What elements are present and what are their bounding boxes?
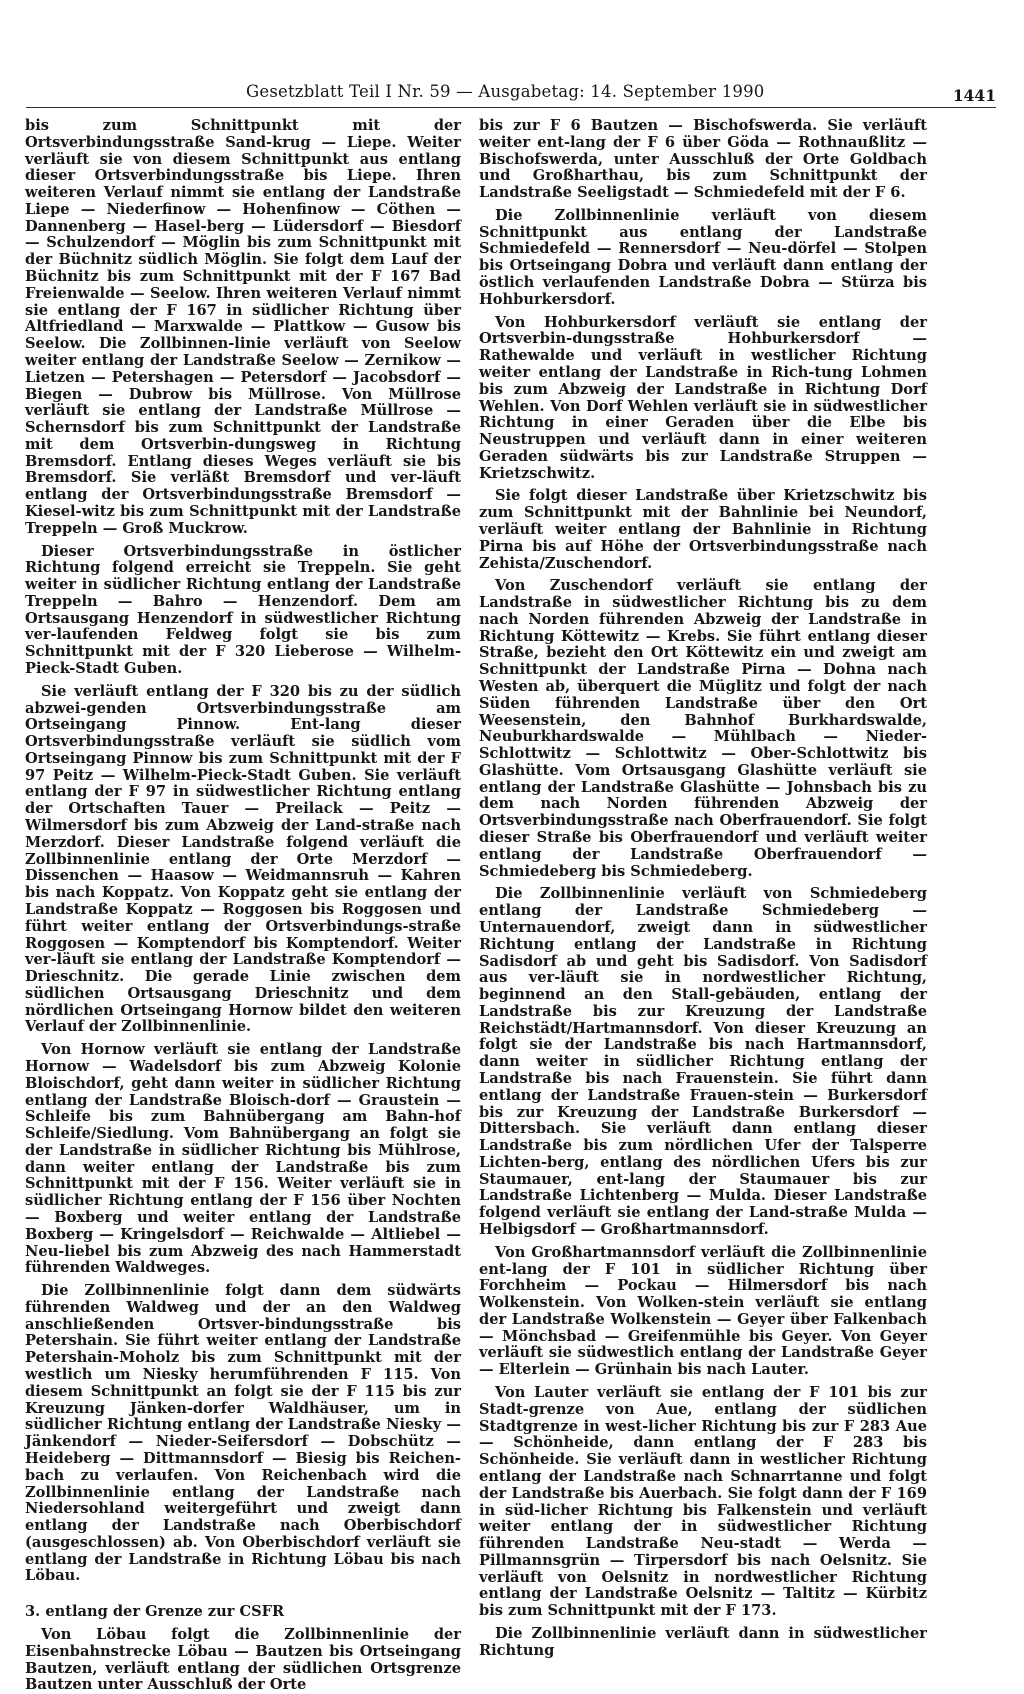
left-column: [25, 118, 461, 1694]
paragraph: bis zur F 6 Bautzen — Bischofswerda. Sie verläuft weiter ent-lang der F 6 über Göda — Rothnaußlitz — Bischofswerda, unter Ausschluß der Orte Goldbach und Großharthau, bis zum Schnittpunkt der Landstraße Seeligstadt — Schmiedefeld mit der F 6.: [479, 117, 927, 202]
paragraph: Die Zollbinnenlinie verläuft von diesem Schnittpunkt aus entlang der Landstraße Schmiedefeld — Rennersdorf — Neu-dörfel — Stolpen bis Ortseingang Dobra und verläuft dann entlang der östlich verlaufenden Landstraße Dobra — Stürza bis Hohburkersdorf.: [479, 206, 927, 308]
right-column: [479, 118, 927, 1660]
paragraph: Von Hohburkersdorf verläuft sie entlang der Ortsverbin-dungsstraße Hohburkersdorf — Rathewalde und verläuft in westlicher Richtung weiter entlang der Landstraße in Rich-tung Lohmen bis zum Abzweig der Landstraße in Richtung Dorf Wehlen. Von Dorf Wehlen verläuft sie in südwestlicher Richtung in einer Geraden über die Elbe bis Neustruppen und verläuft dann in einer weiteren Geraden südwärts bis zur Landstraße Struppen — Krietzschwitz.: [479, 313, 927, 482]
paragraph: Von Löbau folgt die Zollbinnenlinie der Eisenbahnstrecke Löbau — Bautzen bis Ortseingang Bautzen, verläuft entlang der südlichen Ortsgrenze Bautzen unter Ausschluß der Orte: [25, 1625, 461, 1694]
page-number: 1441: [952, 86, 996, 105]
header-rule: [26, 107, 996, 108]
running-title: Gesetzblatt Teil I Nr. 59 — Ausgabetag: 14. September 1990: [246, 82, 765, 101]
paragraph: bis zum Schnittpunkt mit der Ortsverbindungsstraße Sand-krug — Liepe. Weiter verläuft sie von diesem Schnittpunkt aus entlang dieser Ortsverbindungsstraße bis Liepe. Ihren weiteren Verlauf nimmt sie entlang der Landstraße Liepe — Niederfinow — Hohenfinow — Cöthen — Dannenberg — Hasel-berg — Lüdersdorf — Biesdorf — Schulzendorf — Möglin bis zum Schnittpunkt mit der Büchnitz südlich Möglin. Sie folgt dem Lauf der Büchnitz bis zum Schnittpunkt mit der F 167 Bad Freienwalde — Seelow. Ihren weiteren Verlauf nimmt sie entlang der F 167 in südlicher Richtung über Altfriedland — Marxwalde — Plattkow — Gusow bis Seelow. Die Zollbinnen-linie verläuft von Seelow weiter entlang der Landstraße Seelow — Zernikow — Lietzen — Petershagen — Petersdorf — Jacobsdorf — Biegen — Dubrow bis Müllrose. Von Müllrose verläuft sie entlang der Landstraße Müllrose — Schernsdorf bis zum Schnittpunkt der Landstraße mit dem Ortsverbin-dungsweg in Richtung Bremsdorf. Entlang dieses Weges verläuft sie bis Bremsdorf. Sie verläßt Bremsdorf und ver-läuft entlang der Ortsverbindungsstraße Bremsdorf — Kiesel-witz bis zum Schnittpunkt mit der Landstraße Treppeln — Groß Muckrow.: [25, 117, 461, 537]
paragraph: Von Großhartmannsdorf verläuft die Zollbinnenlinie ent-lang der F 101 in südlicher Richtung über Forchheim — Pockau — Hilmersdorf bis nach Wolkenstein. Von Wolken-stein verläuft sie entlang der Landstraße Wolkenstein — Geyer über Falkenbach — Mönchsbad — Greifenmühle bis Geyer. Von Geyer verläuft sie südwestlich entlang der Landstraße Geyer — Elterlein — Grünhain bis nach Lauter.: [479, 1243, 927, 1379]
paragraph: Von Zuschendorf verläuft sie entlang der Landstraße in südwestlicher Richtung bis zu dem nach Norden führenden Abzweig der Landstraße in Richtung Köttewitz — Krebs. Sie führt entlang dieser Straße, bezieht den Ort Köttewitz ein und zweigt am Schnittpunkt der Landstraße Pirna — Dohna nach Westen ab, überquert die Müglitz und folgt der nach Süden führenden Landstraße über den Ort Weesenstein, den Bahnhof Burkhardswalde, Neuburkhardswalde — Mühlbach — Nieder-Schlottwitz — Schlottwitz — Ober-Schlottwitz bis Glashütte. Vom Ortsausgang Glashütte verläuft sie entlang der Landstraße Glashütte — Johnsbach bis zu dem nach Norden führenden Abzweig der Ortsverbindungsstraße nach Oberfrauendorf. Sie folgt dieser Straße bis Oberfrauendorf und verläuft weiter entlang der Landstraße Oberfrauendorf — Schmiedeberg bis Schmiedeberg.: [479, 577, 927, 880]
paragraph: Von Lauter verläuft sie entlang der F 101 bis zur Stadt-grenze von Aue, entlang der südlichen Stadtgrenze in west-licher Richtung bis zur F 283 Aue — Schönheide, dann entlang der F 283 bis Schönheide. Sie verläuft dann in westlicher Richtung entlang der Landstraße nach Schnarrtanne und folgt der Landstraße bis Auerbach. Sie folgt dann der F 169 in süd-licher Richtung bis Falkenstein und verläuft weiter entlang der in südwestlicher Richtung führenden Landstraße Neu-stadt — Werda — Pillmannsgrün — Tirpersdorf bis nach Oelsnitz. Sie verläuft von Oelsnitz in nordwestlicher Richtung entlang der Landstraße Oelsnitz — Taltitz — Kürbitz bis zum Schnittpunkt mit der F 173.: [479, 1384, 927, 1620]
paragraph: Die Zollbinnenlinie folgt dann dem südwärts führenden Waldweg und der an den Waldweg anschließenden Ortsver-bindungsstraße bis Petershain. Sie führt weiter entlang der Landstraße Petershain-Moholz bis zum Schnittpunkt mit der westlich um Niesky herumführenden F 115. Von diesem Schnittpunkt an folgt sie der F 115 bis zur Kreuzung Jänken-dorfer Waldhäuser, um in südlicher Richtung entlang der Landstraße Niesky — Jänkendorf — Nieder-Seifersdorf — Dobschütz — Heideberg — Dittmannsdorf — Biesig bis Reichen-bach zu verlaufen. Von Reichenbach wird die Zollbinnenlinie entlang der Landstraße nach Niedersohland weitergeführt und zweigt dann entlang der Landstraße nach Oberbischdorf (ausgeschlossen) ab. Von Oberbischdorf verläuft sie entlang der Landstraße in Richtung Löbau bis nach Löbau.: [25, 1282, 461, 1585]
paragraph: Von Hornow verläuft sie entlang der Landstraße Hornow — Wadelsdorf bis zum Abzweig Kolonie Bloischdorf, geht dann weiter in südlicher Richtung entlang der Landstraße Bloisch-dorf — Graustein — Schleife bis zum Bahnübergang am Bahn-hof Schleife/Siedlung. Vom Bahnübergang an folgt sie der Landstraße in südlicher Richtung bis Mühlrose, dann weiter entlang der Landstraße bis zum Schnittpunkt mit der F 156. Weiter verläuft sie in südlicher Richtung entlang der F 156 über Nochten — Boxberg und weiter entlang der Landstraße Boxberg — Kringelsdorf — Reichwalde — Altliebel — Neu-liebel bis zum Abzweig des nach Hammerstadt führenden Waldweges.: [25, 1041, 461, 1277]
paragraph: Sie verläuft entlang der F 320 bis zu der südlich abzwei-genden Ortsverbindungsstraße am Ortseingang Pinnow. Ent-lang dieser Ortsverbindungsstraße verläuft sie südlich vom Ortseingang Pinnow bis zum Schnittpunkt mit der F 97 Peitz — Wilhelm-Pieck-Stadt Guben. Sie verläuft entlang der F 97 in südwestlicher Richtung entlang der Ortschaften Tauer — Preilack — Peitz — Wilmersdorf bis zum Abzweig der Land-straße nach Merzdorf. Dieser Landstraße folgend verläuft die Zollbinnenlinie entlang der Orte Merzdorf — Dissenchen — Haasow — Weidmannsruh — Kahren bis nach Koppatz. Von Koppatz geht sie entlang der Landstraße Koppatz — Roggosen bis Roggosen und führt weiter entlang der Ortsverbindungs-straße Roggosen — Komptendorf bis Komptendorf. Weiter ver-läuft sie entlang der Landstraße Komptendorf — Drieschnitz. Die gerade Linie zwischen dem südlichen Ortsausgang Drieschnitz und dem nördlichen Ortseingang Hornow bildet den weiteren Verlauf der Zollbinnenlinie.: [25, 682, 461, 1036]
paragraph: Die Zollbinnenlinie verläuft von Schmiedeberg entlang der Landstraße Schmiedeberg — Unternauendorf, zweigt dann in südwestlicher Richtung entlang der Landstraße in Richtung Sadisdorf ab und geht bis Sadisdorf. Von Sadisdorf aus ver-läuft sie in nordwestlicher Richtung, beginnend an den Stall-gebäuden, entlang der Landstraße bis zur Kreuzung der Landstraße Reichstädt/Hartmannsdorf. Von dieser Kreuzung an folgt sie der Landstraße bis nach Hartmannsdorf, dann weiter in südlicher Richtung entlang der Landstraße bis nach Frauenstein. Sie führt dann entlang der Landstraße Frauen-stein — Burkersdorf bis zur Kreuzung der Landstraße Burkersdorf — Dittersbach. Sie verläuft dann entlang dieser Landstraße bis zum nördlichen Ufer der Talsperre Lichten-berg, entlang des nördlichen Ufers bis zur Staumauer, ent-lang der Staumauer bis zur Landstraße Lichtenberg — Mulda. Dieser Landstraße folgend verläuft sie entlang der Land-straße Mulda — Helbigsdorf — Großhartmannsdorf.: [479, 885, 927, 1238]
section-heading: 3. entlang der Grenze zur CSFR: [25, 1603, 285, 1621]
page-header: [26, 82, 996, 106]
paragraph: Die Zollbinnenlinie verläuft dann in südwestlicher Richtung: [479, 1624, 927, 1659]
paragraph: Dieser Ortsverbindungsstraße in östlicher Richtung folgend erreicht sie Treppeln. Sie geht weiter in südlicher Richtung entlang der Landstraße Treppeln — Bahro — Henzendorf. Dem am Ortsausgang Henzendorf in südwestlicher Richtung ver-laufenden Feldweg folgt sie bis zum Schnittpunkt mit der F 320 Lieberose — Wilhelm-Pieck-Stadt Guben.: [25, 542, 461, 677]
paragraph: Sie folgt dieser Landstraße über Krietzschwitz bis zum Schnittpunkt mit der Bahnlinie bei Neundorf, verläuft weiter entlang der Bahnlinie in Richtung Pirna bis auf Höhe der Ortsverbindungsstraße nach Zehista/Zuschendorf.: [479, 487, 927, 572]
